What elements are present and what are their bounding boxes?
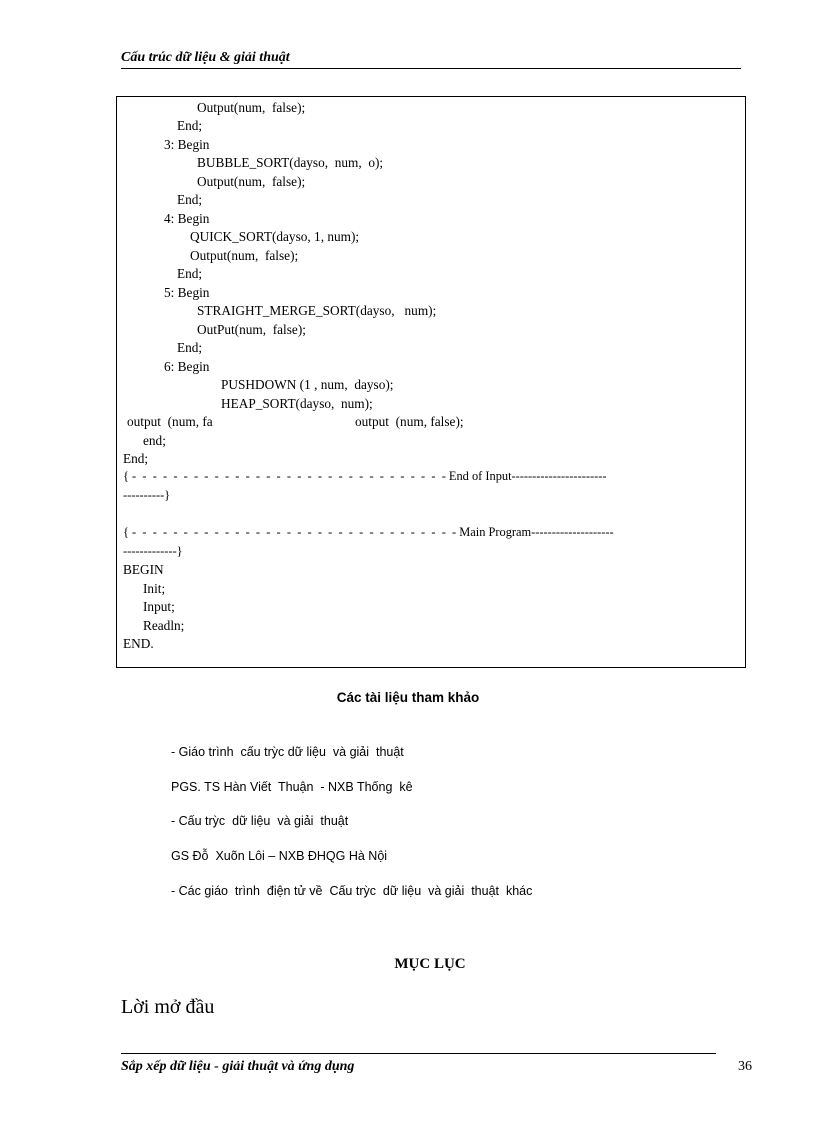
footer-rule <box>121 1053 716 1054</box>
code-line: { - - - - - - - - - - - - - - - - - - - - - - - - - - - - - - - - Main Program-------------------- <box>123 525 614 539</box>
code-line: BEGIN <box>123 562 164 577</box>
code-line: 4: Begin <box>164 211 210 226</box>
code-line: End; <box>177 192 203 207</box>
toc-title: MỤC LỤC <box>394 956 466 972</box>
code-line: Readln; <box>143 618 185 633</box>
code-line: output (num, fa <box>127 414 213 429</box>
reference-item: PGS. TS Hàn Viết Thuận - NXB Thống kê <box>171 780 413 794</box>
code-line: ----------} <box>123 488 171 502</box>
code-line: 6: Begin <box>164 359 210 374</box>
reference-item: GS Đỗ Xuõn Lôi – NXB ĐHQG Hà Nội <box>171 849 388 863</box>
code-line: { - - - - - - - - - - - - - - - - - - - - - - - - - - - - - - - End of Input----------------------- <box>123 469 607 483</box>
references-title: Các tài liệu tham khảo <box>336 690 480 705</box>
code-line: End; <box>177 340 203 355</box>
code-line: End; <box>177 118 203 133</box>
code-line: -------------} <box>123 544 183 558</box>
page-header-title: Cấu trúc dữ liệu & giải thuật <box>121 50 290 65</box>
code-line: 5: Begin <box>164 285 210 300</box>
code-line: End; <box>123 451 149 466</box>
code-line: Input; <box>143 599 175 614</box>
page-footer-title: Sắp xếp dữ liệu - giải thuật và ứng dụng <box>121 1059 355 1074</box>
code-line: output (num, false); <box>355 414 464 429</box>
code-line: PUSHDOWN (1 , num, dayso); <box>221 377 394 392</box>
code-line: Output(num, false); <box>197 174 306 189</box>
code-line: HEAP_SORT(dayso, num); <box>221 396 373 411</box>
code-line: End; <box>177 266 203 281</box>
code-line: BUBBLE_SORT(dayso, num, o); <box>197 155 384 170</box>
code-line: Init; <box>143 581 166 596</box>
reference-item: - Cấu trỳc dữ liệu và giải thuật <box>171 814 349 828</box>
reference-item: - Các giáo trình điện tử về Cấu trỳc dữ liệu và giải thuật khác <box>171 884 533 898</box>
code-line: END. <box>123 636 154 651</box>
code-line: QUICK_SORT(dayso, 1, num); <box>190 229 360 244</box>
code-line: 3: Begin <box>164 137 210 152</box>
header-rule <box>121 68 741 69</box>
code-line: Output(num, false); <box>190 248 299 263</box>
code-line: STRAIGHT_MERGE_SORT(dayso, num); <box>197 303 437 318</box>
code-line: Output(num, false); <box>197 100 306 115</box>
page-number: 36 <box>738 1059 752 1074</box>
code-line: end; <box>143 433 166 448</box>
reference-item: - Giáo trình cấu trỳc dữ liệu và giải thuật <box>171 745 404 759</box>
code-line: OutPut(num, false); <box>197 322 306 337</box>
intro-heading: Lời mở đầu <box>121 996 215 1018</box>
